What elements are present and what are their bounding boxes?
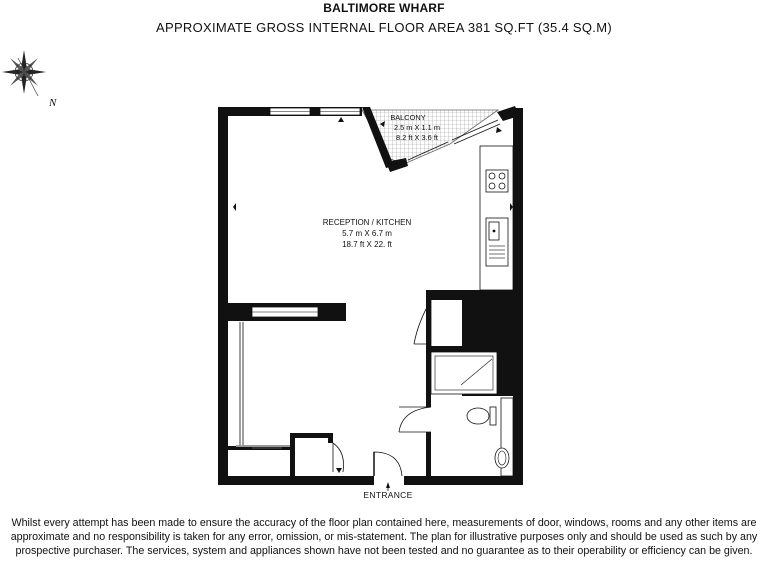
balcony-imperial: 8.2 ft X 3.6 ft: [396, 133, 438, 142]
reception-metric: 5.7 m X 6.7 m: [342, 229, 392, 238]
north-label: N: [49, 97, 57, 109]
basin-icon: [495, 448, 509, 468]
entrance-label: ENTRANCE: [363, 490, 413, 500]
reception-name: RECEPTION / KITCHEN: [322, 218, 412, 227]
hob-icon: [486, 170, 508, 192]
bath-icon: [431, 352, 497, 394]
toilet-icon: [467, 407, 496, 425]
reception-imperial: 18.7 ft X 22. ft: [342, 240, 392, 249]
compass-rose-icon: [2, 50, 46, 96]
disclaimer-text: Whilst every attempt has been made to ensure the accuracy of the floor plan contained here, measurements of door, windows, rooms and any other items are approximate and no responsibility is taken for any error, omission, or mis-statement. The plan for illustrative purposes only and should be used as such by any prospective purchaser. The services, system and appliances shown have not been tested and no guarantee as to their operability or efficiency can be given.: [10, 517, 758, 557]
store-door: [333, 443, 344, 472]
balcony-metric: 2.5 m X 1.1 m: [393, 123, 441, 132]
sink-icon: [486, 218, 508, 266]
entrance-door[interactable]: [374, 452, 404, 486]
plan-title: BALTIMORE WHARF: [323, 1, 445, 15]
bathroom-door: [399, 407, 431, 432]
floor-area-subtitle: APPROXIMATE GROSS INTERNAL FLOOR AREA 381 SQ.FT (35.4 SQ.M): [156, 20, 612, 35]
balcony-name: BALCONY: [390, 113, 426, 122]
